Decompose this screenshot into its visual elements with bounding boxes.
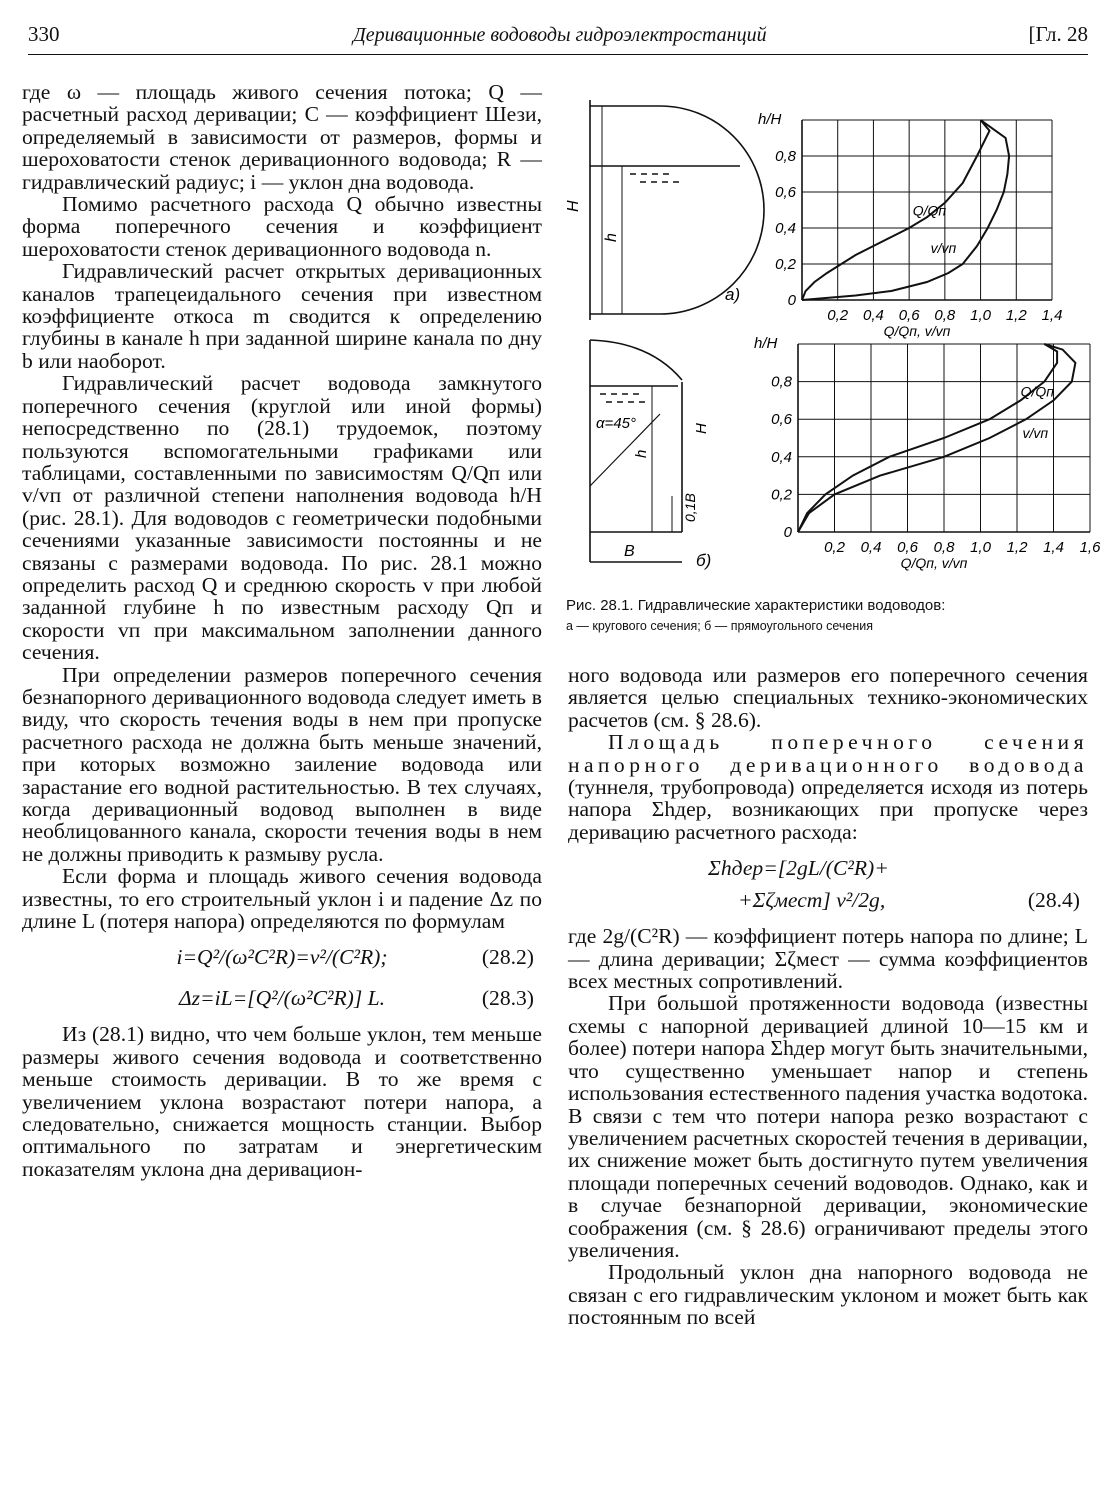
- figure-28-1: [560, 92, 1100, 652]
- y-axis-label: h/H: [758, 111, 782, 128]
- x-tick-label: 1,4: [1041, 307, 1063, 324]
- x-tick-label: 0,8: [933, 539, 955, 556]
- x-axis-label: Q/Qп, v/vп: [883, 323, 951, 339]
- x-tick-label: 1,0: [970, 307, 992, 324]
- paragraph: Продольный уклон дна напорного водовода не связан с его гидравлическим уклоном и может быть как постоянным по всей: [568, 1260, 1088, 1330]
- y-tick-label: 0: [787, 292, 796, 309]
- label-B: B: [624, 543, 635, 560]
- series-line: [802, 120, 1009, 300]
- formula-number: (28.4): [1027, 888, 1080, 913]
- x-tick-label: 1,6: [1079, 539, 1100, 556]
- x-tick-label: 0,4: [860, 539, 882, 556]
- y-tick-label: 0: [783, 524, 792, 541]
- chapter-label: [Гл. 28: [1028, 22, 1088, 46]
- paragraph: где ω — площадь живого сечения потока; Q — расчетный расход деривации; C — коэффициент Шези, определяемый в зависимости от размеров, формы и шероховатости стенок деривационного водовода; R — гидравлический радиус; i — уклон дна водовода.: [22, 80, 542, 194]
- running-title: Деривационные водоводы гидроэлектростанций: [353, 24, 767, 46]
- y-tick-label: 0,2: [775, 256, 796, 273]
- paragraph: ного водовода или размеров его поперечного сечения является целью специальных технико-экономических расчетов (см. § 28.6).: [568, 663, 1088, 732]
- paragraph: Гидравлический расчет открытых деривационных каналов трапецеидального сечения при известном коэффициенте откоса m сводится к определению глубины в канале h при заданной ширине канала по дну b или наоборот.: [22, 259, 542, 373]
- circle-outline: [590, 106, 764, 314]
- x-tick-label: 0,2: [827, 307, 849, 324]
- y-tick-label: 0,6: [775, 184, 796, 201]
- x-axis-label: Q/Qп, v/vп: [900, 555, 968, 571]
- paragraph: Гидравлический расчет водовода замкнутого поперечного сечения (круглой или иной формы) непосредственно по (28.1) трудоемок, поэтому пользуются вспомогательными графиками или таблицами, составленными по зависимостям Q/Qп или v/vп от различной степени наполнения водовода h/H (рис. 28.1). Для водоводов с геометрически подобными сечениями указанные зависимости постоянны и не связаны с размерами водовода. По рис. 28.1 можно определить расход Q и среднюю скорость v при любой заданной глубине h по известным расходу Qп и скорости vп при максимальном заполнении данного сечения.: [22, 371, 542, 665]
- y-axis-label: h/H: [754, 335, 778, 352]
- series-line: [798, 344, 1057, 532]
- figure-svg: [560, 92, 1100, 592]
- x-tick-label: 1,0: [970, 539, 991, 556]
- x-tick-label: 0,6: [897, 539, 918, 556]
- paragraph: [568, 731, 1088, 843]
- x-tick-label: 0,2: [824, 539, 845, 556]
- y-tick-label: 0,2: [771, 486, 792, 504]
- formula-number: (28.3): [481, 986, 534, 1011]
- running-head: [28, 14, 1088, 55]
- y-tick-label: 0,8: [771, 373, 792, 391]
- x-tick-label: 1,2: [1006, 539, 1028, 556]
- label-alpha: α=45°: [596, 415, 636, 432]
- formula-text: i=Q²/(ω²C²R)=v²/(C²R);: [176, 945, 388, 970]
- y-tick-label: 0,4: [775, 220, 796, 237]
- paragraph: Помимо расчетного расхода Q обычно известны форма поперечного сечения и коэффициент шероховатости стенок деривационного водовода n.: [22, 192, 542, 261]
- x-tick-label: 0,8: [934, 307, 956, 324]
- paragraph: Из (28.1) видно, что чем больше уклон, тем меньше размеры живого сечения водовода и соответственно меньше стоимость деривации. В то же время с увеличением уклона возрастают потери напора, а следовательно, снижается мощность станции. Выбор оптимального по затратам и энергетическим показателям уклона дна деривацион-: [22, 1022, 542, 1181]
- chart-b: [754, 335, 1100, 571]
- series-label: v/vп: [930, 240, 957, 257]
- x-tick-label: 1,2: [1005, 307, 1027, 324]
- caption-title: Рис. 28.1. Гидравлические характеристики водоводов:: [566, 597, 946, 614]
- label-H: H: [565, 200, 582, 212]
- paragraph: Если форма и площадь живого сечения водовода известны, то его строительный уклон i и падение Δz по длине L (потеря напора) определяются по формулам: [22, 864, 542, 934]
- y-tick-label: 0,6: [771, 411, 792, 429]
- label-H-b: H: [693, 423, 710, 434]
- panel-label-a: а): [725, 285, 741, 304]
- paragraph: где 2g/(C²R) — коэффициент потерь напора по длине; L — длина деривации; Σζмест — сумма коэффициентов всех местных сопротивлений.: [568, 924, 1088, 994]
- formula-28-3: [22, 982, 542, 1014]
- right-column: [568, 664, 1088, 1329]
- label-01B: 0,1B: [682, 493, 698, 522]
- caption-subtitle: а — кругового сечения; б — прямоугольного сечения: [566, 619, 874, 633]
- vault-arc: [590, 340, 682, 380]
- spaced-term: Площадь поперечного сечения напорного деривационного водовода: [568, 730, 1088, 777]
- page-number: 330: [28, 22, 60, 46]
- y-tick-label: 0,8: [775, 148, 796, 165]
- formula-text: Δz=iL=[Q²/(ω²C²R)] L.: [178, 986, 386, 1011]
- x-tick-label: 0,6: [898, 307, 920, 324]
- series-label: v/vп: [1022, 425, 1049, 441]
- formula-line-2: +Σζмест] v²/2g,: [738, 888, 886, 913]
- series-line: [802, 120, 990, 300]
- x-tick-label: 1,4: [1043, 539, 1064, 556]
- x-tick-label: 0,4: [862, 307, 884, 324]
- paragraph: При определении размеров поперечного сечения безнапорного деривационного водовода следует иметь в виду, что скорость течения воды в нем при пропуске расчетного расхода не должна быть меньше значений, при которых возможно заиление водовода или зарастание его водной растительностью. В тех случаях, когда деривационный водовод выполнен в виде необлицованного канала, скорости течения воды в нем не должны приводить к размыву русла.: [22, 662, 542, 866]
- paragraph-rest: (туннеля, трубопровода) определяется исходя из потерь напора Σhдер, возникающих при пропуске через деривацию расчетного расхода:: [568, 775, 1088, 844]
- series-label: Q/Qп: [912, 202, 947, 219]
- formula-28-2: [22, 941, 542, 973]
- formula-number: (28.2): [481, 945, 534, 970]
- formula-line-1: Σhдер=[2gL/(C²R)+: [708, 856, 889, 881]
- label-h-b: h: [633, 449, 650, 458]
- chart-a: [758, 111, 1062, 339]
- series-label: Q/Qп: [1020, 383, 1055, 400]
- paragraph: При большой протяженности водовода (известны схемы с напорной деривацией длиной 10—15 км и более) потери напора Σhдер могут быть значительными, что существенно уменьшает напор и степень использования естественного падения участка водотока. В связи с тем что потери напора резко возрастают с увеличением расчетных скоростей течения в деривации, их снижение может быть достигнуто путем увеличения площади поперечных сечений водоводов. Однако, как и в случае безнапорной деривации, экономические соображения (см. § 28.6) ограничивают пределы этого увеличения.: [568, 991, 1088, 1262]
- left-column: [22, 81, 542, 1180]
- label-h: h: [603, 233, 620, 242]
- y-tick-label: 0,4: [771, 448, 792, 466]
- formula-28-4: [568, 852, 1088, 916]
- figure-caption: [566, 596, 1086, 636]
- panel-label-b: б): [696, 551, 712, 570]
